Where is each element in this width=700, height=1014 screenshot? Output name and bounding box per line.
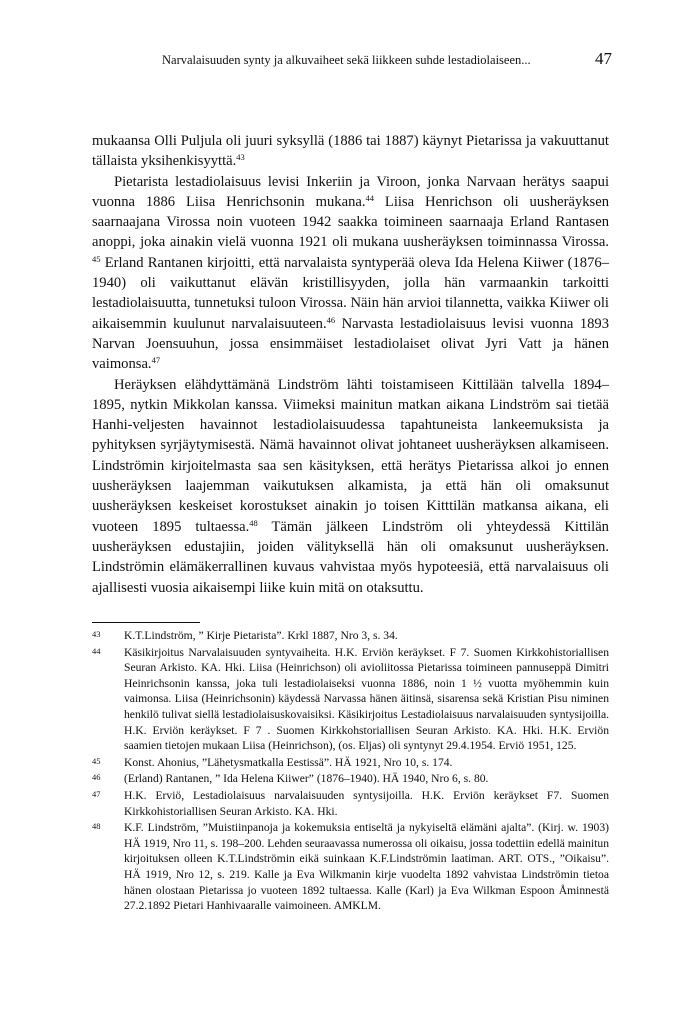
footnote-reference[interactable]: 46 (326, 314, 336, 325)
footnote-reference[interactable]: 48 (249, 517, 258, 528)
paragraph-text: Tämän jälkeen Lindström oli yhteydessä Kittilän uusheräyksen edustajiin, joiden välityksellä hän oli omaksunut uusheräyksen. Lindströmin elämäkerrallinen kuvaus vahvistaa myös hypoteesiä, että narvalaisuus oli ajallisesti vuosia aikaisempi liike kuin mitä on otaksuttu. (92, 518, 609, 596)
footnote (92, 628, 609, 644)
paragraph-text: Narvasta lestadiolaisuus levisi vuonna 1893 Narvan Joensuuhun, jossa ensimmäiset lestadiolaiset olivat Jyri Vatt ja hänen vaimonsa. (92, 315, 610, 373)
paragraph-text: Pietarista lestadiolaisuus levisi Inkeriin ja Viroon, jonka Narvaan herätys saapui vuonna 1886 Liisa Henrichsonin mukana. (92, 173, 609, 210)
footnote-reference[interactable]: 44 (365, 192, 374, 203)
footnote-text: K.F. Lindström, ”Muistiinpanoja ja kokemuksia entiseltä ja nykyiseltä elämäni ajalta”. (Kirj. w. 1903) HÄ 1919, Nro 11, s. 198–200. Lehden seuraavassa numerossa oli oikaisu, jossa todettiin edellä mainitun kirjoituksen olleen K.T.Lindströmin eikä suinkaan K.F.Lindströmin laatiman. ART. OTS., ”Oikaisu”. HÄ 1919, Nro 12, s. 219. Kalle ja Eva Wilkmanin kirje vuodelta 1892 vahvistaa Lindströmin tietoa hänen olostaan Pietarissa jo vuoteen 1892 tultaessa. Kalle (Karl) ja Eva Wilkman Espoon Åminnestä 27.2.1892 Pietari Hanhivaaralle vaimoineen. AMKLM. (124, 821, 609, 913)
footnote-reference[interactable]: 45 (92, 253, 101, 264)
footnote-text: Konst. Ahonius, ”Lähetysmatkalla Eestissä”. HÄ 1921, Nro 10, s. 174. (124, 755, 453, 769)
paragraph (92, 172, 609, 375)
paragraph-text: Erland Rantanen kirjoitti, että narvalaista syntyperää oleva Ida Helena Kiiwer (1876–1940) oli vaikuttanut elävän kristillisyyden, jolla hän varmaankin tarkoitti lestadiolaisuutta, tunnetuksi tuloon Virossa. Näin hän arvioi tilannetta, vaikka Kiiwer oli aikaisemmin kuulunut narvalaisuuteen. (92, 254, 609, 332)
footnote-number: 47 (92, 788, 101, 799)
footnote-text: Käsikirjoitus Narvalaisuuden syntyvaiheita. H.K. Erviön keräykset. F 7. Suomen Kirkkohistoriallisen Seuran Arkisto. KA. Hki. Liisa (Heinrichson) oli avioliitossa Pietarissa toimineen pannuseppä Dimitri Heinrichsonin kanssa, joka tuli lestadiolaiseksi vuonna 1886, noin 1 ½ vuotta myöhemmin kuin vaimonsa. Liisa (Heinrichsonin) käydessä Narvassa hänen äitinsä, sisarensa sekä Kristian Pisu niminen henkilö tulivat siellä lestadiolaisuskovaisiksi. Käsikirjoitus Lestadiolaisuus narvalaisuuden syntysijoilla. H.K. Erviön keräykset. F 7 . Suomen Kirkkohstoriallisen Seuran Arkisto. KA. Hki. H.K. Erviön saamien tietojen mukaan Liisa (Heinrichson), (os. Eljas) oli syntynyt 29.4.1954. Erviö 1951, 125. (124, 645, 609, 753)
footnote-number: 44 (92, 645, 101, 656)
footnote-number: 48 (92, 821, 101, 832)
footnotes (92, 628, 609, 915)
footnote (92, 820, 609, 914)
footnote-reference[interactable]: 47 (151, 355, 161, 366)
paragraph-text: Heräyksen elähdyttämänä Lindström lähti toistamiseen Kittilään talvella 1894–1895, nytkin Mikkolan kanssa. Viimeksi mainitun matkan aikana Lindström sai tietää Hanhi-veljesten havainnot lestadiolaisuudessa tapahtuneista lankeemuksista ja pyhityksen syrjäytymisestä. Nämä havainnot olivat johtaneet uusheräyksen alkamiseen. Lindströmin kirjoitelmasta saa sen käsityksen, että herätys Pietarissa alkoi jo ennen uusheräyksen laajemman vaikutuksen alkamista, ja että hän oli omaksunut uusheräyksen keskeiset korostukset ainakin jo toisen Kitttilän matkansa aikana, eli vuoteen 1895 tultaessa. (92, 376, 609, 535)
paragraph (92, 131, 609, 172)
footnote-number: 46 (92, 772, 101, 783)
footnote-text: (Erland) Rantanen, ” Ida Helena Kiiwer” (1876–1940). HÄ 1940, Nro 6, s. 80. (124, 772, 489, 786)
footnote (92, 645, 609, 754)
footnote (92, 771, 609, 787)
footnote-number: 43 (92, 629, 101, 639)
footnote-text: H.K. Erviö, Lestadiolaisuus narvalaisuuden syntysijoilla. H.K. Erviön keräykset F7. Suomen Kirkkohistoriallisen Seuran Arkisto. KA. Hki. (124, 788, 609, 818)
footnote-number: 45 (92, 755, 101, 766)
footnote-text: K.T.Lindström, ” Kirje Pietarista”. Krkl 1887, Nro 3, s. 34. (124, 629, 398, 642)
body-text (92, 131, 609, 598)
footnote-separator (92, 622, 200, 623)
footnote-reference[interactable]: 43 (236, 152, 245, 163)
paragraph-text: mukaansa Olli Puljula oli juuri syksyllä (1886 tai 1887) käynyt Pietarissa ja vakuuttanut tällaista yksihenkisyyttä. (92, 133, 609, 170)
running-title: Narvalaisuuden synty ja alkuvaiheet sekä liikkeen suhde lestadiolaiseen... (162, 53, 531, 67)
paragraph (92, 375, 609, 598)
footnote (92, 788, 609, 819)
paragraph-text: Liisa Henrichson oli uusheräyksen saarnaajana Virossa noin vuoteen 1942 saakka toimineen saarnaaja Erland Rantasen anoppi, joka ainakin vielä vuonna 1921 oli mukana uusheräyksen toiminnassa Virossa. (92, 193, 609, 251)
page-number: 47 (595, 49, 612, 68)
footnote (92, 755, 609, 771)
